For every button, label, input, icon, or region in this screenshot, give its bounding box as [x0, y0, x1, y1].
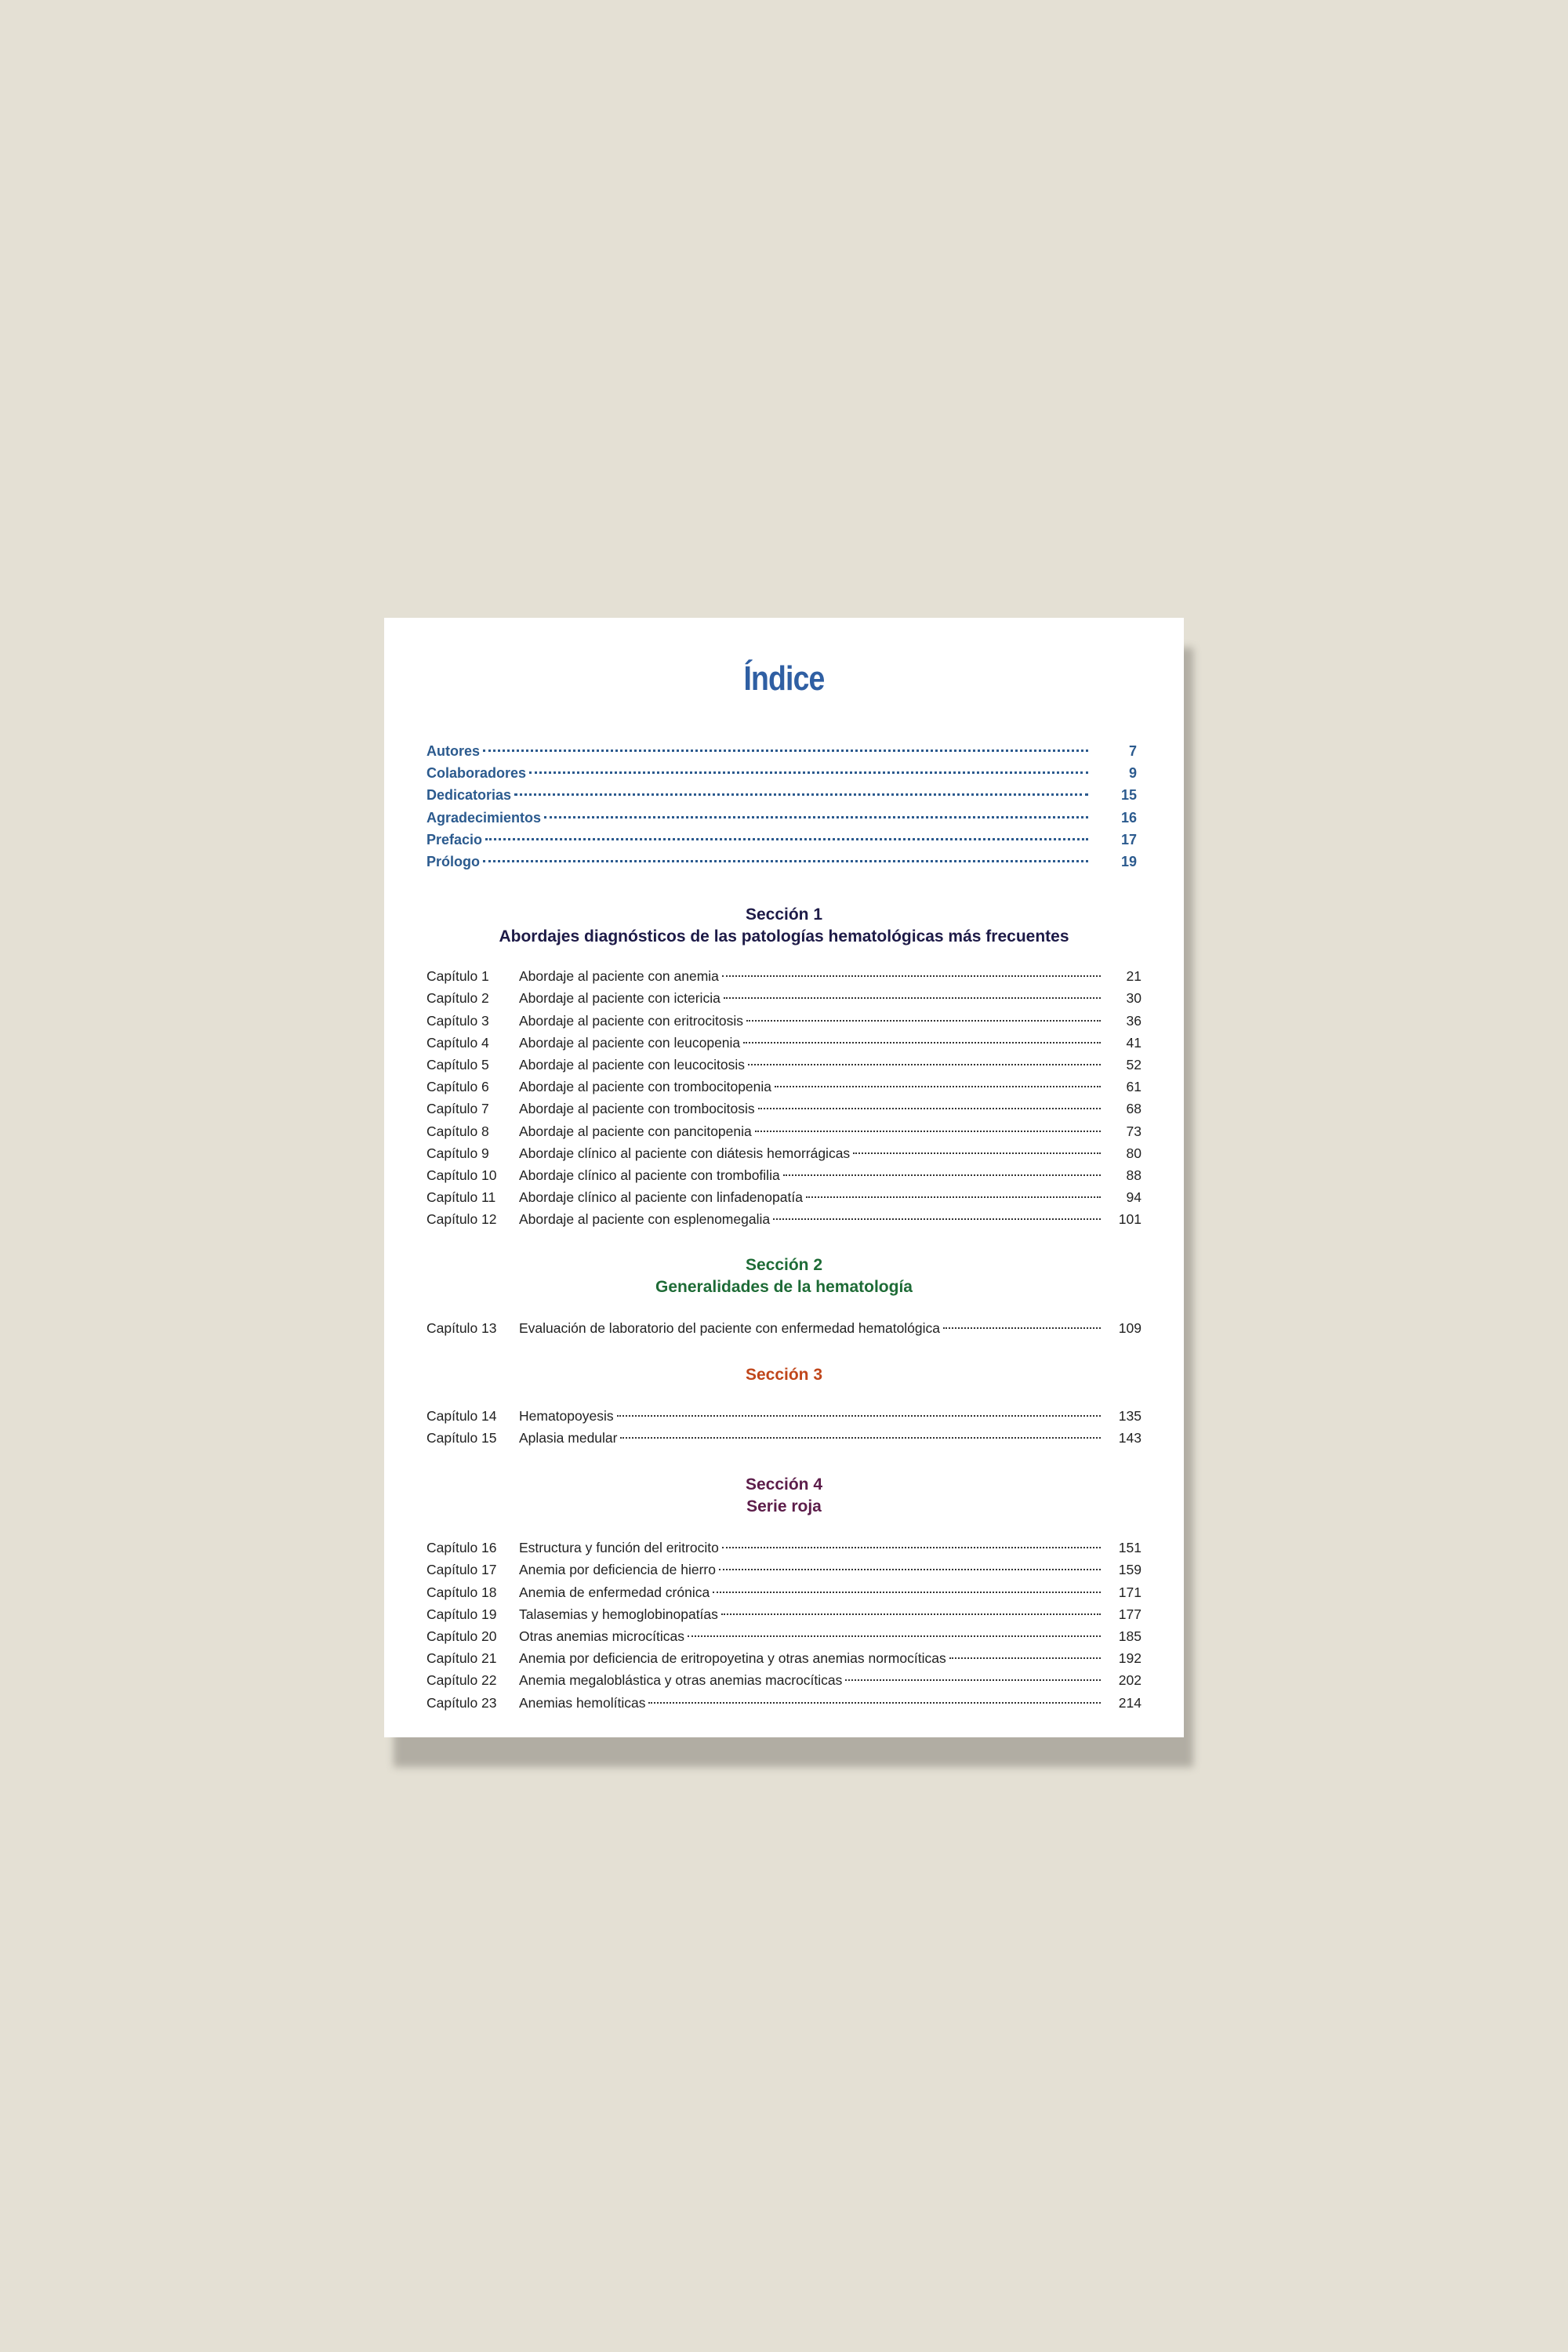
chapter-number: Capítulo 16 — [426, 1540, 497, 1556]
dot-leader — [483, 750, 1088, 752]
dot-leader — [514, 793, 1088, 796]
dot-leader — [773, 1218, 1101, 1220]
chapter-number: Capítulo 12 — [426, 1211, 497, 1228]
chapter-title: Abordaje al paciente con anemia — [519, 968, 719, 985]
chapter-title: Abordaje al paciente con leucopenia — [519, 1034, 741, 1051]
chapter-number: Capítulo 3 — [426, 1012, 489, 1029]
chapter-row — [426, 1559, 1142, 1581]
chapter-page: 52 — [1126, 1057, 1142, 1073]
chapter-number: Capítulo 9 — [426, 1145, 489, 1161]
chapter-page: 159 — [1118, 1562, 1142, 1578]
chapter-row — [426, 987, 1142, 1009]
front-matter-label: Colaboradores — [426, 765, 527, 782]
chapter-row — [426, 1010, 1142, 1032]
chapter-row — [426, 1186, 1142, 1208]
chapter-number: Capítulo 17 — [426, 1562, 497, 1578]
chapter-page: 68 — [1126, 1101, 1142, 1117]
chapter-row — [426, 1581, 1142, 1603]
chapter-page: 214 — [1118, 1694, 1142, 1711]
chapter-number: Capítulo 15 — [426, 1430, 497, 1446]
chapter-title: Anemia por deficiencia de hierro — [519, 1562, 716, 1578]
dot-leader — [620, 1437, 1101, 1439]
chapter-page: 61 — [1126, 1079, 1142, 1095]
dot-leader — [713, 1592, 1101, 1593]
chapter-page: 73 — [1126, 1123, 1142, 1139]
front-matter-label: Prefacio — [426, 831, 483, 848]
chapter-title: Anemia megaloblástica y otras anemias macrocíticas — [519, 1672, 843, 1689]
chapter-title: Anemias hemolíticas — [519, 1694, 646, 1711]
section-4-heading: Sección 4 — [745, 1475, 823, 1494]
chapter-number: Capítulo 7 — [426, 1101, 489, 1117]
dot-leader — [483, 860, 1088, 862]
chapter-page: 109 — [1118, 1319, 1142, 1336]
front-matter-page: 15 — [1120, 787, 1137, 804]
front-matter-item — [426, 807, 1142, 829]
chapter-page: 143 — [1118, 1430, 1142, 1446]
chapter-number: Capítulo 14 — [426, 1407, 497, 1424]
chapter-row — [426, 1208, 1142, 1230]
chapter-row — [426, 1669, 1142, 1691]
front-matter-item — [426, 740, 1142, 762]
chapter-page: 171 — [1118, 1584, 1142, 1600]
front-matter-list — [426, 740, 1142, 873]
chapter-number: Capítulo 18 — [426, 1584, 497, 1600]
chapter-row — [426, 965, 1142, 987]
chapter-title: Abordaje al paciente con leucocitosis — [519, 1057, 745, 1073]
chapter-title: Evaluación de laboratorio del paciente con enfermedad hematológica — [519, 1319, 941, 1336]
chapter-row — [426, 1142, 1142, 1164]
dot-leader — [758, 1108, 1101, 1109]
dot-leader — [746, 1020, 1101, 1022]
chapter-number: Capítulo 10 — [426, 1167, 497, 1184]
chapter-title: Abordaje al paciente con trombocitopenia — [519, 1079, 772, 1095]
chapter-title: Abordaje clínico al paciente con diátesis hemorrágicas — [519, 1145, 851, 1161]
front-matter-label: Agradecimientos — [426, 809, 542, 826]
chapter-title: Anemia de enfermedad crónica — [519, 1584, 710, 1600]
chapter-title: Otras anemias microcíticas — [519, 1628, 685, 1645]
chapter-number: Capítulo 6 — [426, 1079, 489, 1095]
dot-leader — [943, 1327, 1101, 1329]
section-2-chapter-list — [426, 1317, 1142, 1339]
chapter-row — [426, 1625, 1142, 1647]
chapter-number: Capítulo 8 — [426, 1123, 489, 1139]
chapter-row — [426, 1692, 1142, 1714]
dot-leader — [724, 997, 1101, 999]
chapter-number: Capítulo 23 — [426, 1694, 497, 1711]
chapter-title: Aplasia medular — [519, 1430, 618, 1446]
front-matter-label: Autores — [426, 743, 481, 759]
dot-leader — [845, 1679, 1101, 1681]
chapter-number: Capítulo 13 — [426, 1319, 497, 1336]
dot-leader — [648, 1702, 1101, 1704]
page-title: Índice — [743, 659, 825, 698]
chapter-page: 88 — [1126, 1167, 1142, 1184]
document-page — [384, 618, 1184, 1737]
front-matter-page: 17 — [1120, 831, 1137, 848]
dot-leader — [617, 1415, 1101, 1417]
chapter-page: 192 — [1118, 1650, 1142, 1667]
chapter-number: Capítulo 5 — [426, 1057, 489, 1073]
chapter-row — [426, 1032, 1142, 1054]
dot-leader — [529, 771, 1088, 774]
chapter-number: Capítulo 20 — [426, 1628, 497, 1645]
front-matter-label: Dedicatorias — [426, 787, 512, 804]
chapter-title: Talasemias y hemoglobinopatías — [519, 1606, 718, 1622]
front-matter-page: 19 — [1120, 854, 1137, 870]
chapter-row — [426, 1098, 1142, 1120]
section-2-heading: Sección 2 — [745, 1255, 823, 1274]
chapter-row — [426, 1054, 1142, 1076]
front-matter-page: 16 — [1120, 809, 1137, 826]
section-3-header — [426, 1364, 1142, 1386]
front-matter-item — [426, 784, 1142, 806]
chapter-title: Hematopoyesis — [519, 1407, 614, 1424]
dot-leader — [743, 1042, 1101, 1044]
chapter-number: Capítulo 19 — [426, 1606, 497, 1622]
chapter-title: Abordaje al paciente con esplenomegalia — [519, 1211, 771, 1228]
chapter-title: Anemia por deficiencia de eritropoyetina y otras anemias normocíticas — [519, 1650, 946, 1667]
front-matter-item — [426, 829, 1142, 851]
chapter-number: Capítulo 22 — [426, 1672, 497, 1689]
chapter-title: Abordaje al paciente con ictericia — [519, 990, 720, 1007]
chapter-row — [426, 1120, 1142, 1142]
section-1-subtitle: Abordajes diagnósticos de las patologías hematológicas más frecuentes — [499, 927, 1069, 946]
front-matter-page: 9 — [1128, 765, 1137, 782]
section-3-chapter-list — [426, 1405, 1142, 1449]
dot-leader — [721, 1613, 1101, 1615]
dot-leader — [853, 1152, 1101, 1154]
chapter-row — [426, 1537, 1142, 1559]
chapter-title: Abordaje al paciente con pancitopenia — [519, 1123, 752, 1139]
dot-leader — [806, 1196, 1101, 1198]
front-matter-item — [426, 851, 1142, 873]
chapter-title: Abordaje clínico al paciente con trombofilia — [519, 1167, 780, 1184]
chapter-row — [426, 1076, 1142, 1098]
chapter-row — [426, 1603, 1142, 1625]
chapter-page: 94 — [1126, 1189, 1142, 1206]
front-matter-label: Prólogo — [426, 854, 480, 870]
dot-leader — [748, 1064, 1101, 1065]
chapter-page: 185 — [1118, 1628, 1142, 1645]
dot-leader — [722, 975, 1101, 977]
dot-leader — [949, 1657, 1101, 1659]
section-2-header — [426, 1254, 1142, 1298]
chapter-page: 21 — [1126, 968, 1142, 985]
chapter-title: Abordaje clínico al paciente con linfadenopatía — [519, 1189, 803, 1206]
chapter-page: 135 — [1118, 1407, 1142, 1424]
dot-leader — [783, 1174, 1101, 1176]
section-1-header — [426, 904, 1142, 948]
chapter-row — [426, 1405, 1142, 1427]
front-matter-item — [426, 762, 1142, 784]
chapter-number: Capítulo 2 — [426, 990, 489, 1007]
chapter-title: Estructura y función del eritrocito — [519, 1540, 719, 1556]
chapter-page: 101 — [1118, 1211, 1142, 1228]
chapter-row — [426, 1317, 1142, 1339]
dot-leader — [544, 816, 1088, 818]
chapter-page: 80 — [1126, 1145, 1142, 1161]
chapter-page: 41 — [1126, 1034, 1142, 1051]
section-1-heading: Sección 1 — [745, 906, 823, 924]
dot-leader — [775, 1086, 1101, 1087]
chapter-page: 30 — [1126, 990, 1142, 1007]
chapter-page: 202 — [1118, 1672, 1142, 1689]
dot-leader — [722, 1547, 1101, 1548]
chapter-number: Capítulo 1 — [426, 968, 489, 985]
section-2-subtitle: Generalidades de la hematología — [655, 1277, 913, 1296]
chapter-page: 177 — [1118, 1606, 1142, 1622]
chapter-number: Capítulo 4 — [426, 1034, 489, 1051]
chapter-number: Capítulo 21 — [426, 1650, 497, 1667]
chapter-page: 36 — [1126, 1012, 1142, 1029]
chapter-number: Capítulo 11 — [426, 1189, 496, 1206]
front-matter-page: 7 — [1128, 743, 1137, 759]
chapter-page: 151 — [1118, 1540, 1142, 1556]
section-1-chapter-list — [426, 965, 1142, 1230]
section-3-heading: Sección 3 — [745, 1365, 823, 1384]
chapter-row — [426, 1647, 1142, 1669]
section-4-header — [426, 1474, 1142, 1518]
dot-leader — [485, 838, 1088, 840]
dot-leader — [719, 1569, 1101, 1570]
chapter-row — [426, 1164, 1142, 1186]
section-4-chapter-list — [426, 1537, 1142, 1714]
chapter-row — [426, 1427, 1142, 1449]
dot-leader — [755, 1131, 1101, 1132]
chapter-title: Abordaje al paciente con trombocitosis — [519, 1101, 755, 1117]
dot-leader — [688, 1635, 1101, 1637]
section-4-subtitle: Serie roja — [746, 1497, 822, 1516]
chapter-title: Abordaje al paciente con eritrocitosis — [519, 1012, 743, 1029]
